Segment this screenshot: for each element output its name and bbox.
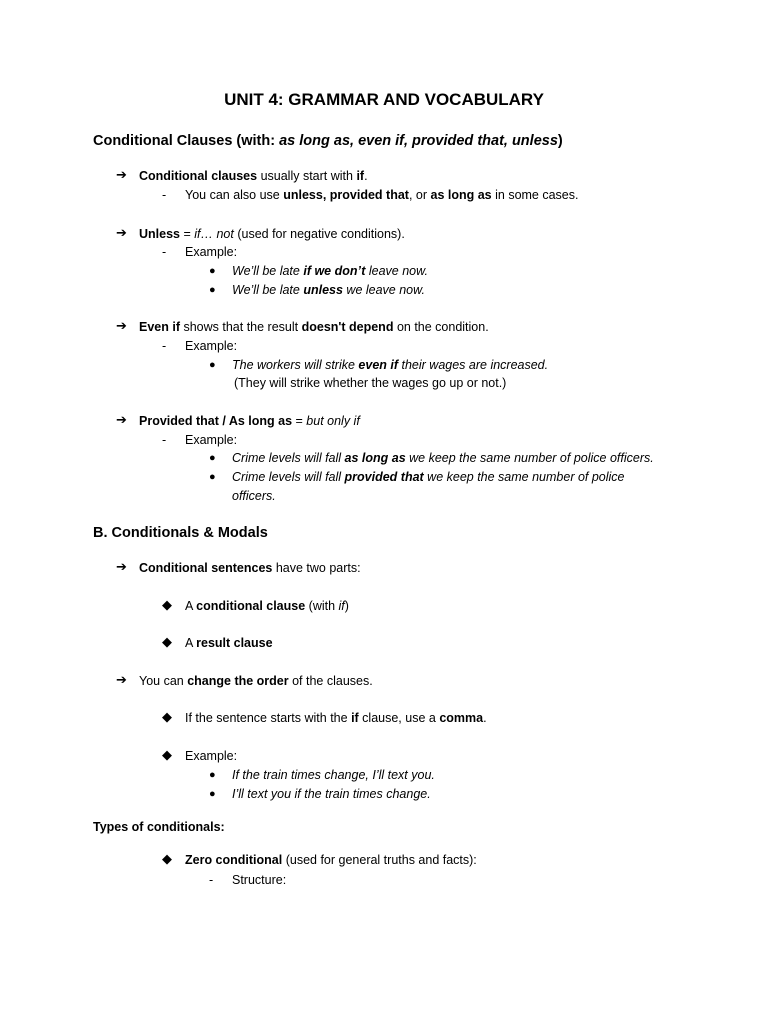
right-arrow-icon: ➔ (116, 559, 127, 574)
diamond-bullet-icon: ◆ (162, 597, 172, 612)
example-line (232, 469, 625, 485)
italic-text: we leave now. (342, 283, 425, 297)
item-result-clause (185, 635, 273, 651)
text: shows that the result (180, 320, 302, 334)
bullet-dot-icon: ● (209, 471, 216, 483)
text: A (185, 636, 197, 650)
right-arrow-icon: ➔ (116, 225, 127, 240)
example-line: I’ll text you if the train times change. (232, 787, 431, 801)
italic-text: we keep the same number of police (423, 470, 625, 484)
example-line: If the train times change, I’ll text you. (232, 768, 435, 782)
example-line (232, 263, 428, 279)
item-zero-conditional (185, 852, 477, 868)
italic-text: we keep the same number of police officers. (405, 451, 654, 465)
text: . (483, 711, 487, 725)
italic-text: their wages are increased. (398, 358, 549, 372)
item-comma-rule (185, 710, 487, 726)
text: You can also use (185, 188, 284, 202)
diamond-bullet-icon: ◆ (162, 851, 172, 866)
paragraph-conditional-sentences (139, 560, 361, 576)
dash-icon: - (162, 433, 167, 447)
italic-text: if (338, 599, 345, 613)
heading-italic-text: as long as, even if, provided that, unless (279, 133, 558, 149)
text: You can (139, 674, 188, 688)
bold-text: Even if (139, 320, 180, 334)
italic-text: We’ll be late (232, 283, 304, 297)
text: , or (408, 188, 431, 202)
bullet-dot-icon: ● (209, 788, 216, 800)
item-example: Example: (185, 749, 238, 763)
bold-text: Unless (139, 227, 180, 241)
paragraph-even-if (139, 319, 489, 335)
italic-text: Crime levels will fall (232, 451, 345, 465)
bullet-dot-icon: ● (209, 359, 216, 371)
heading-suffix: ) (557, 133, 563, 149)
italic-text: leave now. (365, 264, 428, 278)
sub-item-example: Example: (185, 245, 238, 259)
bold-text: comma (439, 711, 484, 725)
dash-icon: - (162, 339, 167, 353)
bold-text: Conditional sentences (139, 561, 273, 575)
italic-text: Crime levels will fall (232, 470, 345, 484)
heading-text: Conditional Clauses (with: (93, 133, 280, 149)
text: If the sentence starts with the (185, 711, 352, 725)
right-arrow-icon: ➔ (116, 318, 127, 333)
example-line (232, 357, 548, 373)
section-b-heading: B. Conditionals & Modals (93, 525, 268, 541)
dash-icon: - (209, 873, 214, 887)
example-note: (They will strike whether the wages go up or not.) (234, 376, 507, 390)
bold-italic-text: as long as (344, 451, 406, 465)
bullet-dot-icon: ● (209, 769, 216, 781)
page-title: UNIT 4: GRAMMAR AND VOCABULARY (224, 90, 544, 109)
bold-italic-text: unless (303, 283, 343, 297)
paragraph-provided-that (139, 413, 360, 429)
bold-text: doesn't depend (301, 320, 394, 334)
item-conditional-clause (185, 598, 349, 614)
right-arrow-icon: ➔ (116, 672, 127, 687)
text: (with (305, 599, 339, 613)
bold-text: Zero conditional (185, 853, 283, 867)
text: (used for general truths and facts): (282, 853, 477, 867)
example-line-continued: officers. (232, 489, 276, 503)
paragraph-change-order (139, 673, 373, 689)
diamond-bullet-icon: ◆ (162, 709, 172, 724)
bullet-dot-icon: ● (209, 284, 216, 296)
text: usually start with (257, 169, 357, 183)
sub-item-structure: Structure: (232, 873, 287, 887)
italic-text: We’ll be late (232, 264, 304, 278)
bold-text: if (356, 169, 365, 183)
diamond-bullet-icon: ◆ (162, 634, 172, 649)
types-heading: Types of conditionals: (93, 820, 225, 834)
text: of the clauses. (288, 674, 373, 688)
bullet-dot-icon: ● (209, 452, 216, 464)
example-line (232, 450, 654, 466)
italic-text: The workers will strike (232, 358, 359, 372)
bold-text: Provided that / As long as (139, 414, 293, 428)
bold-italic-text: if we don’t (303, 264, 366, 278)
right-arrow-icon: ➔ (116, 412, 127, 427)
dash-icon: - (162, 245, 167, 259)
example-line (232, 282, 425, 298)
bold-italic-text: provided that (344, 470, 424, 484)
sub-item-example: Example: (185, 433, 238, 447)
paragraph-conditional-clauses (139, 168, 368, 184)
sub-item-example: Example: (185, 339, 238, 353)
bold-text: result clause (196, 636, 273, 650)
text: (used for negative conditions). (233, 227, 405, 241)
text: on the condition. (393, 320, 489, 334)
bullet-dot-icon: ● (209, 265, 216, 277)
paragraph-unless (139, 226, 405, 242)
bold-text: change the order (187, 674, 289, 688)
text: in some cases. (491, 188, 579, 202)
diamond-bullet-icon: ◆ (162, 747, 172, 762)
bold-text: as long as (430, 188, 492, 202)
bold-text: conditional clause (196, 599, 306, 613)
bold-text: Conditional clauses (139, 169, 258, 183)
sub-item-also-use (185, 187, 578, 203)
bold-italic-text: even if (358, 358, 399, 372)
text: ) (344, 599, 349, 613)
italic-text: if… not (194, 227, 234, 241)
bold-text: if (351, 711, 359, 725)
text: have two parts: (272, 561, 361, 575)
text: clause, use a (358, 711, 440, 725)
text: = (292, 414, 307, 428)
right-arrow-icon: ➔ (116, 167, 127, 182)
text: A (185, 599, 197, 613)
text: . (364, 169, 368, 183)
section-a-heading (93, 132, 563, 150)
dash-icon: - (162, 188, 167, 202)
text: = (180, 227, 195, 241)
italic-text: but only if (306, 414, 360, 428)
bold-text: unless, provided that (283, 188, 409, 202)
